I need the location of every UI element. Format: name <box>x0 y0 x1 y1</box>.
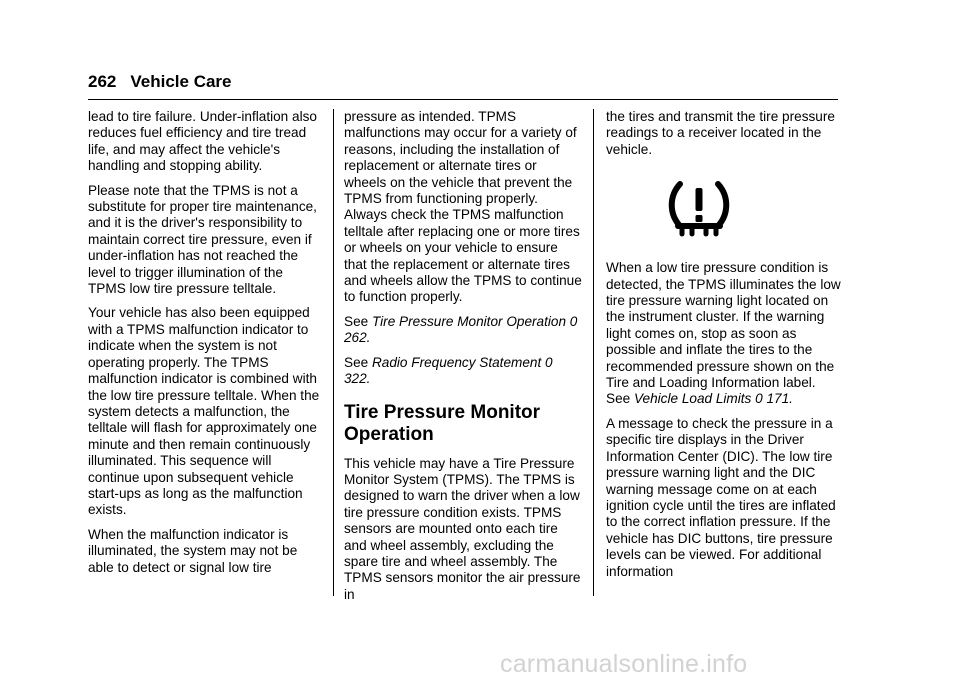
header-rule <box>88 99 838 100</box>
page-header <box>88 72 232 92</box>
paragraph: the tires and transmit the tire pressure readings to a receiver located in the vehicle. <box>606 109 835 157</box>
page-arrow-icon: 0 <box>569 313 578 329</box>
section-heading <box>344 402 582 446</box>
paragraph: Your vehicle has also been equipped with a TPMS malfunction indicator to indicate when the system is not operating properly. The TPMS malfunction indicator is combined with the low tire pressure telltale. When the system detects a malfunction, the telltale will flash for approximately one minute and then remain continuously illuminated. This sequence will continue upon subsequent vehicle start-ups as long as the malfunction exists. <box>88 305 320 518</box>
section-title: Vehicle Care <box>130 72 232 91</box>
see-prefix: See <box>344 313 372 329</box>
column-2 <box>344 109 582 611</box>
paragraph: This vehicle may have a Tire Pressure Monitor System (TPMS). The TPMS is designed to warn the driver when a low tire pressure condition exists. TPMS sensors are mounted onto each tire and wheel assembly, excluding the spare tire and wheel assembly. The TPMS sensors monitor the air pressure in <box>344 455 581 602</box>
page-arrow-icon: 0 <box>545 354 553 370</box>
paragraph: A message to check the pressure in a specific tire displays in the Driver Information Center (DIC). The low tire pressure warning light and the DIC warning message come on at each ignition cycle until the tires are inflated to the correct inflation pressure. If the vehicle has DIC buttons, tire pressure levels can be viewed. For additional information <box>606 415 836 579</box>
column-divider <box>593 109 594 596</box>
page-number: 262 <box>88 72 117 91</box>
paragraph: pressure as intended. TPMS malfunctions may occur for a variety of reasons, including the installation of replacement or alternate tires or wheels on the vehicle that prevent the TPMS from functioning properly. Always check the TPMS malfunction telltale after replacing one or more tires or wheels on your vehicle to ensure that the replacement or alternate tires and wheels allow the TPMS to continue to function properly. <box>344 109 582 305</box>
see-reference <box>344 314 582 347</box>
cross-reference-link[interactable] <box>344 355 553 386</box>
cross-reference-link[interactable] <box>634 391 793 406</box>
paragraph: Please note that the TPMS is not a substitute for proper tire maintenance, and it is the driver's responsibility to maintain correct tire pressure, even if under-inflation has not reached the level to trigger illumination of the TPMS low tire pressure telltale. <box>88 182 317 297</box>
column-3 <box>606 109 842 588</box>
reference-title: Tire Pressure Monitor Operation <box>371 313 567 329</box>
tire-pressure-warning-icon <box>667 180 731 238</box>
paragraph <box>606 260 842 408</box>
watermark: carmanualsonline.info <box>500 650 748 678</box>
reference-title: Radio Frequency Statement <box>371 354 542 370</box>
reference-page: 171. <box>766 391 793 407</box>
heading-line: Operation <box>344 423 434 445</box>
reference-page: 262. <box>344 330 371 346</box>
reference-title: Vehicle Load Limits <box>633 391 752 407</box>
tire-pressure-icon-container <box>606 180 842 242</box>
paragraph: When the malfunction indicator is illuminated, the system may not be able to detect or signal low tire <box>88 526 298 575</box>
see-reference <box>344 355 582 388</box>
column-1 <box>88 109 324 584</box>
column-divider <box>333 109 334 596</box>
heading-line: Tire Pressure Monitor <box>344 401 541 423</box>
paragraph: lead to tire failure. Under-inflation also reduces fuel efficiency and tire tread life, and may affect the vehicle's handling and stopping ability. <box>88 109 317 174</box>
reference-page: 322. <box>344 371 371 387</box>
paragraph-text: When a low tire pressure condition is detected, the TPMS illuminates the low tire pressure warning light located on the instrument cluster. If the warning light comes on, stop as soon as possible and inflate the tires to the recommended pressure shown on the Tire and Loading Information label. See <box>606 260 841 407</box>
see-prefix: See <box>344 354 372 370</box>
page-arrow-icon: 0 <box>755 391 763 407</box>
cross-reference-link[interactable] <box>344 314 577 345</box>
